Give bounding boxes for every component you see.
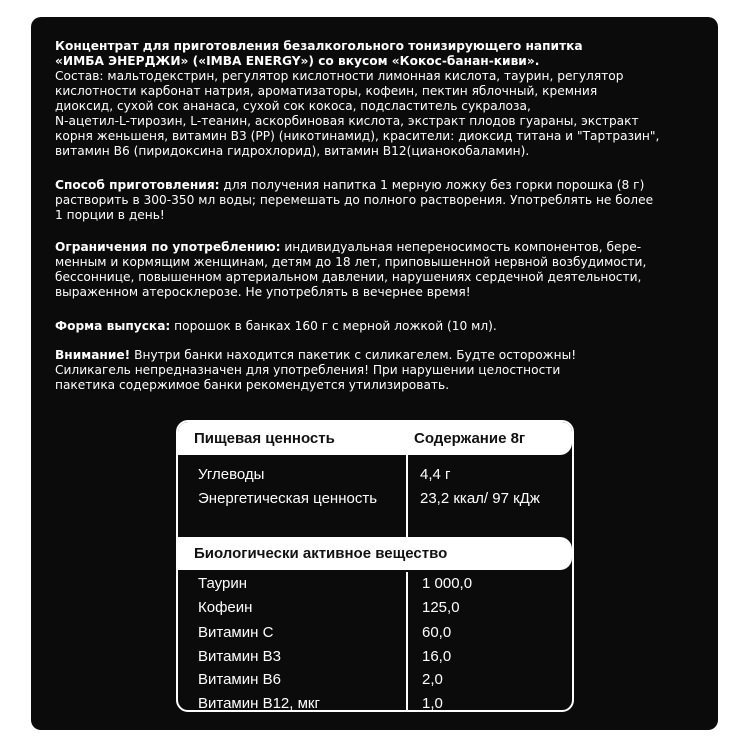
bio-substance-value: 60,0 [422, 624, 452, 641]
bio-substance-name: Витамин С [198, 624, 274, 641]
bio-substance-value: 1 000,0 [422, 575, 473, 592]
column-divider [406, 455, 408, 539]
header-content-per-serving: Содержание 8г [414, 430, 526, 447]
bio-substance-name: Витамин В6 [198, 671, 281, 688]
bio-substance-name: Витамин В3 [198, 648, 281, 665]
product-title-line2: «ИМБА ЭНЕРДЖИ» («IMBA ENERGY») со вкусом «Кокос-банан-киви». [55, 54, 540, 68]
nutrient-value: 4,4 г [420, 466, 451, 483]
bio-substance-value: 125,0 [422, 599, 460, 616]
form-label: Форма выпуска: [55, 319, 171, 333]
warning-text: пакетика содержимое банки рекомендуется утилизировать. [55, 378, 450, 392]
bio-active-title: Биологически активное вещество [194, 545, 448, 562]
bio-substance-value: 1,0 [422, 695, 443, 712]
header-nutrition-value: Пищевая ценность [194, 430, 335, 447]
form-text: порошок в банках 160 г с мерной ложкой (10 мл). [170, 319, 497, 333]
restrictions-label: Ограничения по употреблению: [55, 240, 281, 254]
composition-line: витамин В6 (пиридоксина гидрохлорид), витамин В12(цианокобаламин). [55, 144, 530, 158]
restrictions-block [55, 240, 703, 300]
composition-line: Состав: мальтодекстрин, регулятор кислотности лимонная кислота, таурин, регулятор [55, 69, 624, 83]
composition-line: диоксид, сухой сок ананаса, сухой сок кокоса, подсластитель сукралоза, [55, 99, 531, 113]
preparation-block [55, 178, 703, 223]
restrictions-text: выраженном атеросклерозе. Не употреблять в вечернее время! [55, 285, 471, 299]
restrictions-text: менным и кормящим женщинам, детям до 18 лет, приповышенной нервной возбудимости, [55, 255, 647, 269]
nutrient-name: Энергетическая ценность [198, 490, 378, 507]
warning-label: Внимание! [55, 348, 131, 362]
restrictions-text: бессоннице, повышенном артериальном давлении, нарушениях сердечной деятельности, [55, 270, 642, 284]
bio-substance-name: Витамин В12, мкг [198, 695, 320, 712]
product-title-line1: Концентрат для приготовления безалкогольного тонизирующего напитка [55, 39, 583, 53]
label-panel [31, 17, 718, 730]
composition-line: корня женьшеня, витамин В3 (РР) (никотинамид), красители: диоксид титана и "Тартразин", [55, 129, 660, 143]
preparation-text: 1 порции в день! [55, 208, 165, 222]
restrictions-text: индивидуальная непереносимость компонентов, бере- [280, 240, 642, 254]
preparation-label: Способ приготовления: [55, 178, 220, 192]
nutrition-header [178, 422, 572, 455]
nutrient-value: 23,2 ккал/ 97 кДж [420, 490, 540, 507]
nutrient-name: Углеводы [198, 466, 265, 483]
column-divider [406, 572, 408, 712]
composition-block [55, 39, 703, 159]
warning-text: Силикагель непредназначен для употребления! При нарушении целостности [55, 363, 561, 377]
form-block [55, 319, 703, 334]
bio-active-header [178, 537, 572, 570]
nutrition-table [176, 420, 574, 712]
bio-substance-name: Кофеин [198, 599, 253, 616]
bio-substance-name: Таурин [198, 575, 247, 592]
composition-line: кислотности карбонат натрия, ароматизаторы, кофеин, пектин яблочный, кремния [55, 84, 598, 98]
warning-text: Внутри банки находится пакетик с силикагелем. Будте осторожны! [130, 348, 577, 362]
preparation-text: растворить в 300-350 мл воды; перемешать до полного растворения. Употреблять не более [55, 193, 654, 207]
composition-line: N-ацетил-L-тирозин, L-теанин, аскорбиновая кислота, экстракт плодов гуараны, экстракт [55, 114, 639, 128]
preparation-text: для получения напитка 1 мерную ложку без горки порошка (8 г) [219, 178, 645, 192]
warning-block [55, 348, 703, 393]
bio-substance-value: 2,0 [422, 671, 443, 688]
bio-substance-value: 16,0 [422, 648, 452, 665]
